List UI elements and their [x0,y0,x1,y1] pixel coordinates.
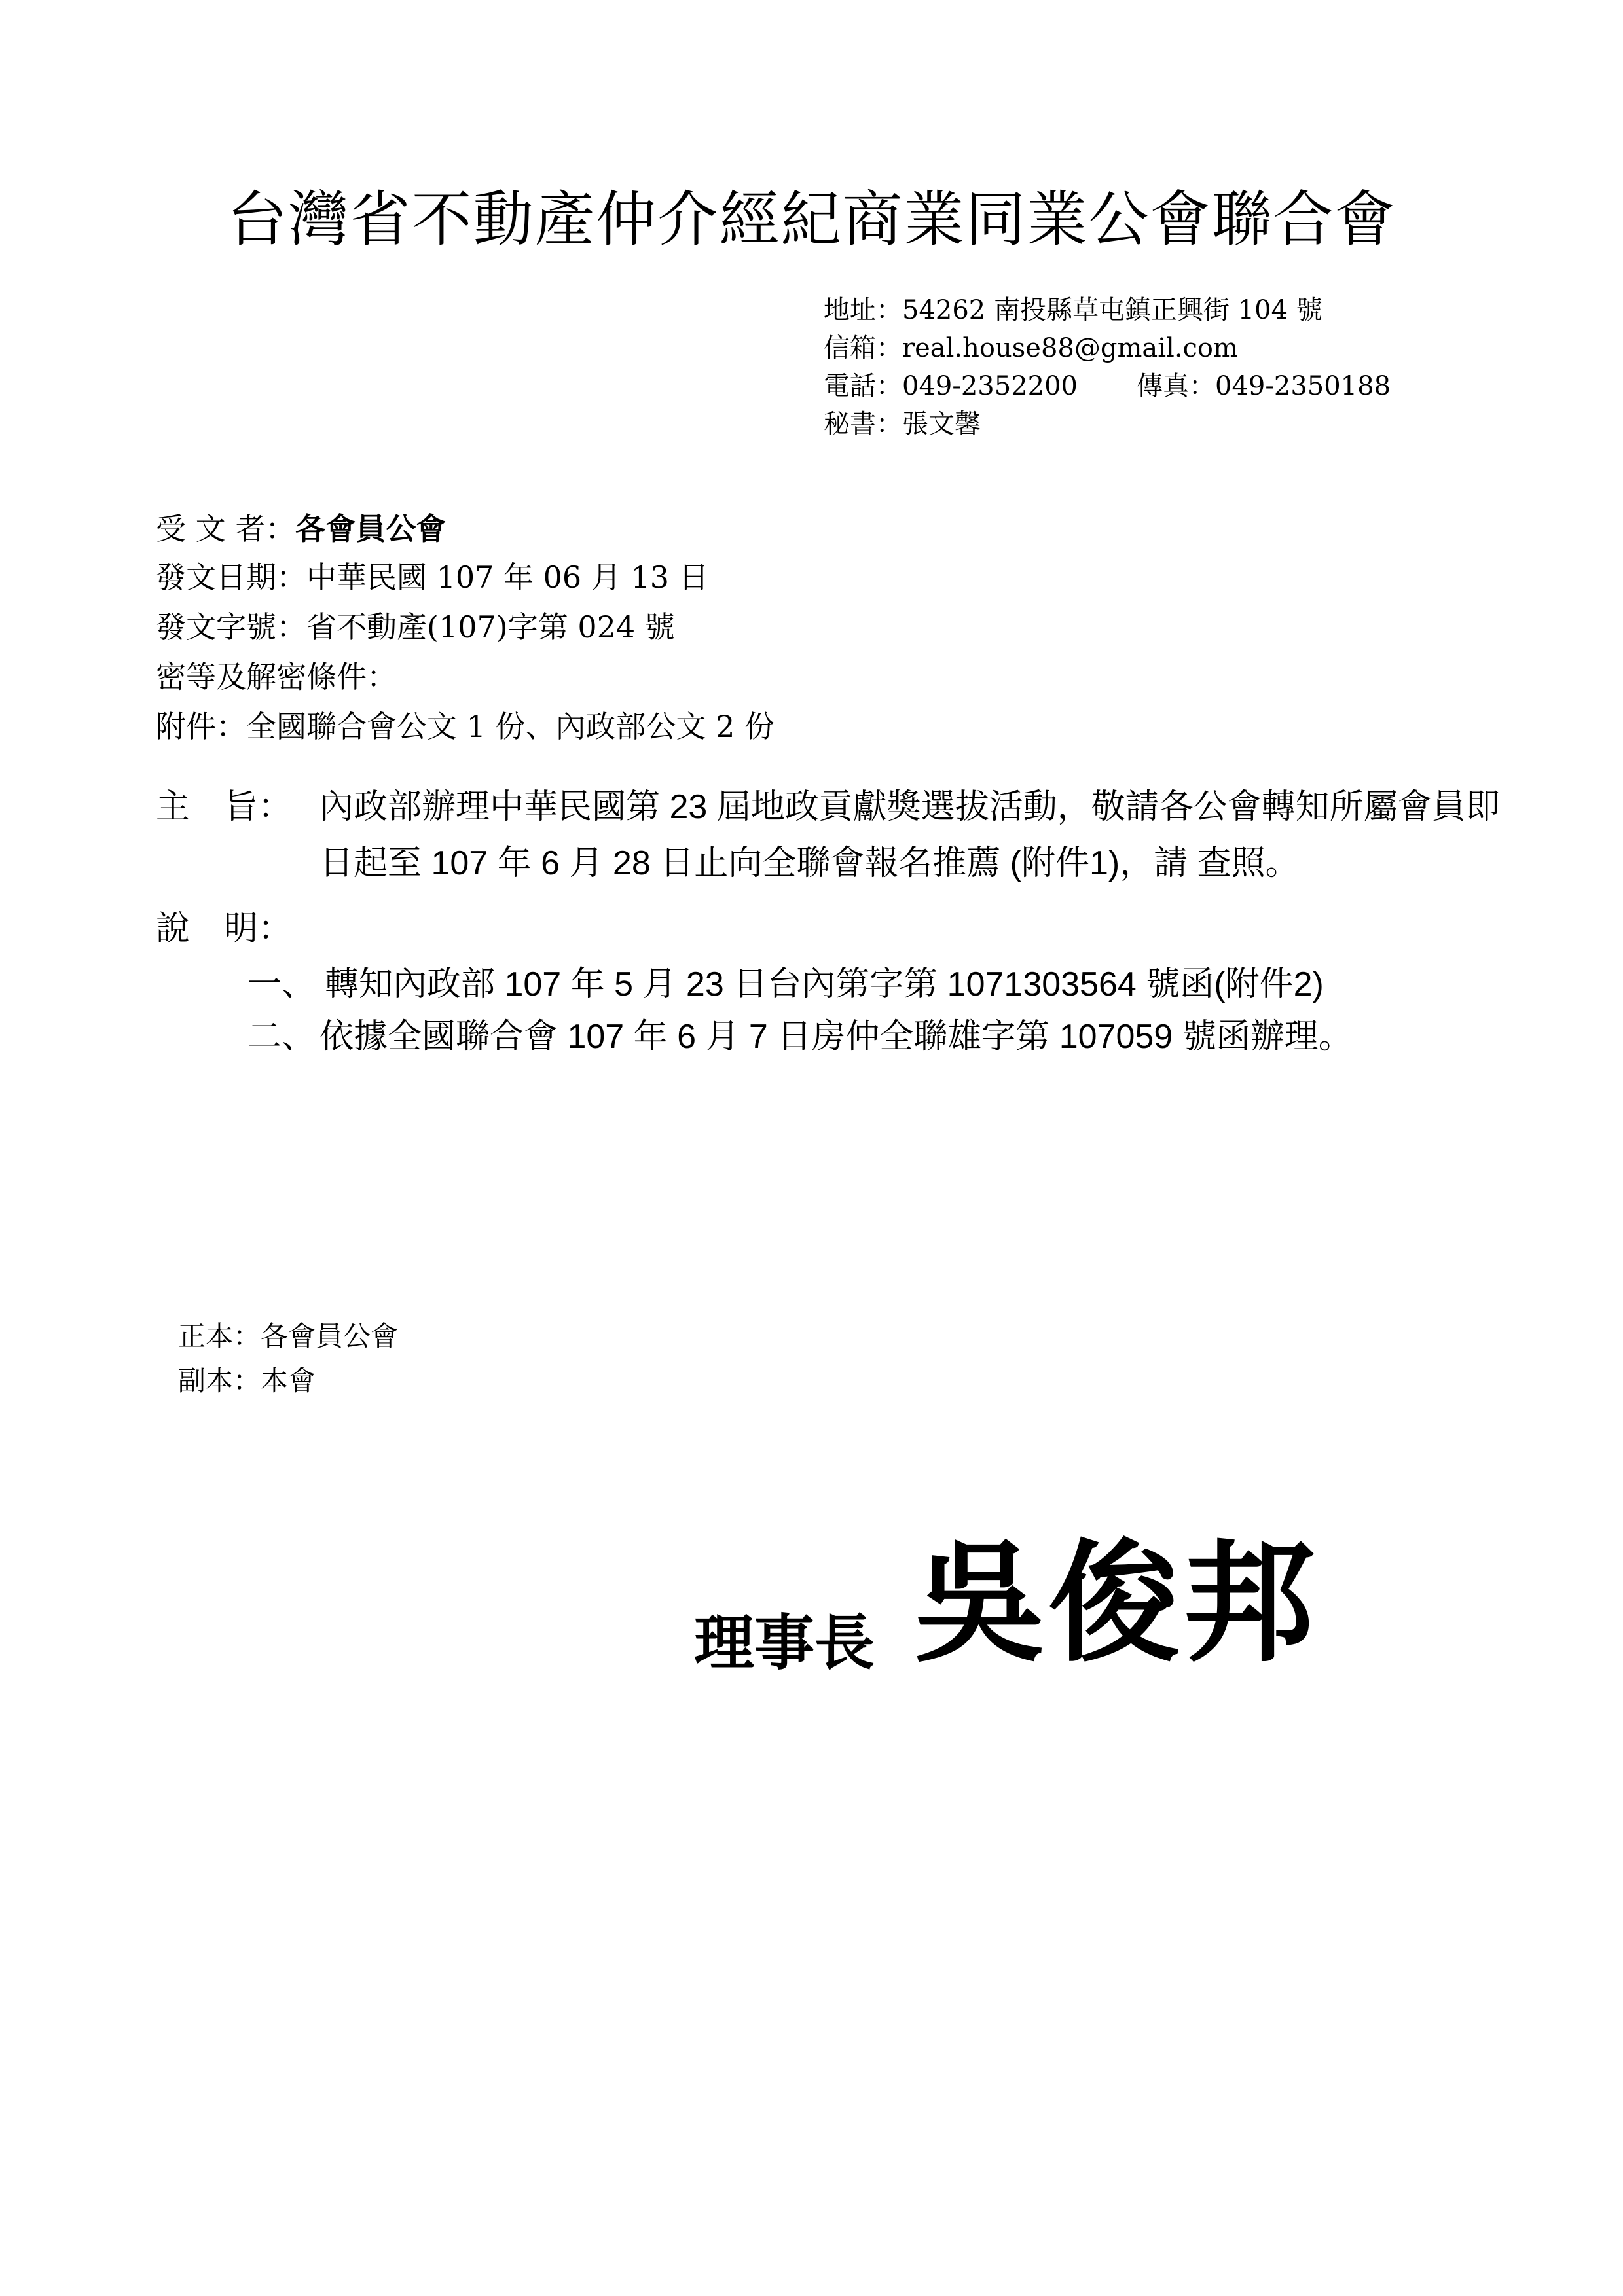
attachments: 附件：全國聯合會公文 1 份、內政部公文 2 份 [156,709,775,744]
item-text: 轉知內政部 107 年 5 月 23 日台內第字第 1071303564 號函(附件2) [325,965,1324,1003]
contact-fax: 傳真：049-2350188 [1137,371,1391,401]
item-number: 二、 [247,1018,316,1056]
document-title: 台灣省不動產仲介經紀商業同業公會聯合會 [227,187,1396,253]
recipient-row [156,504,775,552]
recipient-value: 各會員公會 [295,511,447,547]
contact-block [824,291,1391,443]
contact-secretary: 秘書：張文馨 [824,409,981,439]
contact-phone-fax [824,367,1391,405]
explanation-label: 說 明： [156,910,293,948]
document-number: 發文字號：省不動產(107)字第 024 號 [156,609,675,645]
item-text: 依據全國聯合會 107 年 6 月 7 日房仲全聯雄字第 107059 號函辦理。 [319,1018,1353,1056]
subject-section [156,779,1518,891]
duplicate-copy: 副本：本會 [178,1365,316,1397]
contact-phone: 電話：049-2352200 [824,371,1078,401]
subject-text: 內政部辦理中華民國第 23 屆地政貢獻獎選拔活動，敬請各公會轉知所屬會員即日起至 107 年 6 月 28 日止向全聯會報名推薦 (附件1)，請 查照。 [319,788,1500,882]
subject-label: 主 旨： [156,788,293,826]
signature-block [694,1499,1319,1687]
document-body [156,779,1518,1063]
explanation-item-1 [156,958,1518,1011]
signatory-name: 吳俊邦 [914,1531,1319,1677]
original-copy: 正本：各會員公會 [178,1320,399,1352]
explanation-item-2 [156,1011,1518,1063]
distribution-copies [178,1314,398,1403]
document-meta [156,504,775,751]
recipient-label: 受 文 者： [156,511,296,547]
signatory-role: 理事長 [694,1610,875,1677]
issue-date: 發文日期：中華民國 107 年 06 月 13 日 [156,560,709,595]
classification: 密等及解密條件： [156,659,397,694]
item-number: 一、 [247,965,316,1003]
contact-address: 地址：54262 南投縣草屯鎮正興街 104 號 [824,295,1322,325]
contact-email: 信箱：real.house88@gmail.com [824,333,1238,363]
